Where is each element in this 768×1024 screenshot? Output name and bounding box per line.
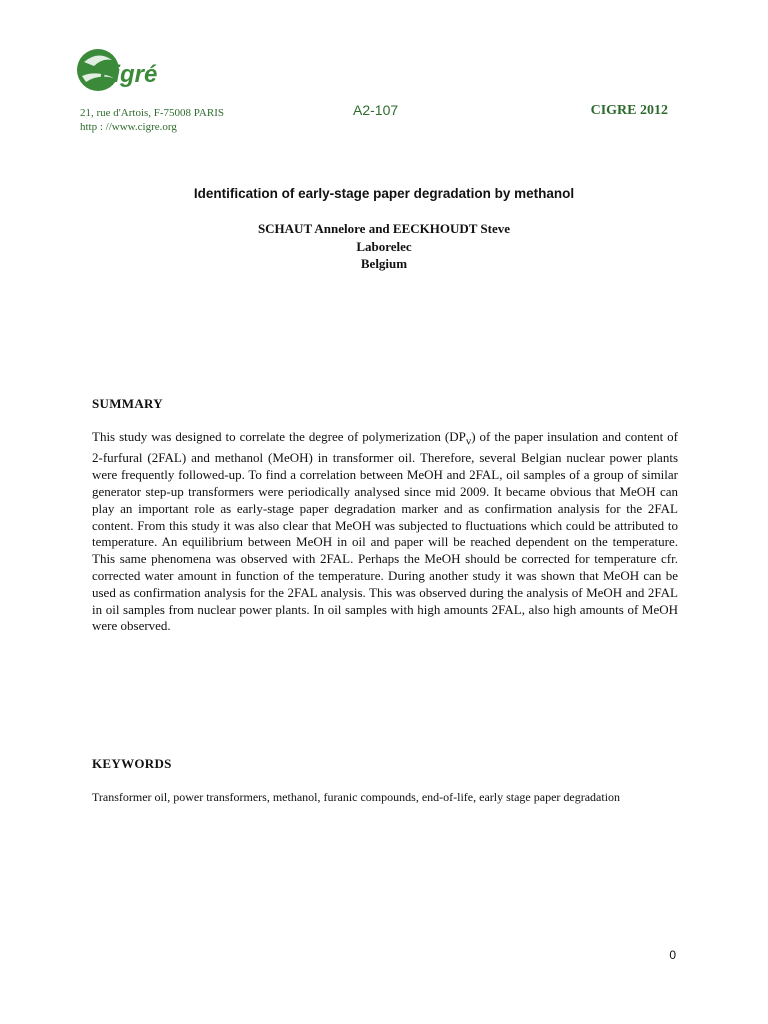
summary-text-part2: ) of the paper insulation and content of 2-furfural (2FAL) and methanol (MeOH) in transformer oil. Therefore, several Belgian nuclear power plants were frequently followed-up. To find a correlation between MeOH and 2FAL, oil samples of a group of similar generator step-up transformers were periodically analysed since mid 2009. It became obvious that MeOH can play an important role as early-stage paper degradation marker and as confirmation analysis for the 2FAL content. From this study it was also clear that MeOH was subjected to fluctuations which could be attributed to temperature. An equilibrium between MeOH in oil and paper will be reached dependent on the temperature. This same phenomena was observed with 2FAL. Perhaps the MeOH should be corrected for temperature cfr. corrected water amount in function of the temperature. During another study it was shown that MeOH can be used as confirmation analysis for the 2FAL analysis. This was observed during the analysis of MeOH and 2FAL in oil samples from nuclear power plants. In oil samples with high amounts 2FAL, also high amounts of MeOH were observed. <box>92 429 678 634</box>
website-line: http : //www.cigre.org <box>80 121 177 133</box>
summary-subscript: v <box>465 435 472 448</box>
address-line: 21, rue d'Artois, F-75008 PARIS <box>80 107 224 119</box>
document-number: A2-107 <box>353 102 399 118</box>
paper-title: Identification of early-stage paper degradation by methanol <box>193 186 575 201</box>
summary-text-part1: This study was designed to correlate the degree of polymerization (DP <box>92 429 466 444</box>
cigre-logo-icon <box>74 44 164 96</box>
author-block <box>0 220 768 273</box>
logo-wordmark: cigré <box>100 61 158 88</box>
page-number: 0 <box>669 948 676 962</box>
summary-text <box>92 429 678 635</box>
conference-name: CIGRE 2012 <box>590 103 668 118</box>
affiliation: Laborelec <box>356 238 412 254</box>
authors: SCHAUT Annelore and EECKHOUDT Steve <box>257 221 511 236</box>
keywords-heading: KEYWORDS <box>92 756 172 771</box>
country: Belgium <box>360 256 408 271</box>
summary-heading: SUMMARY <box>92 396 163 411</box>
cigre-logo <box>74 44 164 96</box>
address-block <box>80 106 224 134</box>
keywords-text: Transformer oil, power transformers, methanol, furanic compounds, end-of-life, early stage paper degradation <box>92 790 621 804</box>
